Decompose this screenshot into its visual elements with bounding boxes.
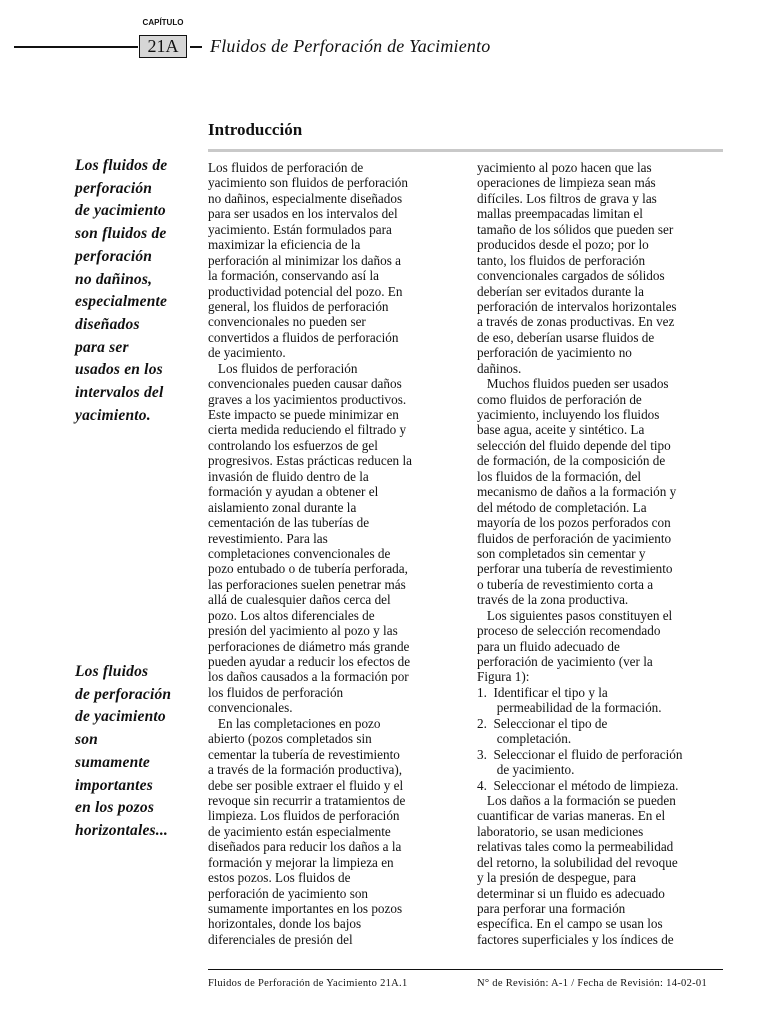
text-line: 4. Seleccionar el método de limpieza. — [477, 777, 679, 793]
text-line: perforación de yacimiento (ver la — [477, 654, 653, 669]
pullquote-line: de yacimiento — [75, 202, 166, 220]
pullquote-line: son — [75, 731, 99, 749]
text-line: Los siguientes pasos constituyen el — [477, 607, 673, 623]
text-line: deberían ser evitados durante la — [477, 283, 644, 299]
pullquote-line: yacimiento. — [75, 406, 151, 424]
text-line: los fluidos de perforación — [208, 684, 344, 700]
page-header-title: Fluidos de Perforación de Yacimiento — [210, 36, 491, 56]
text-line: para perforar una formación — [477, 901, 626, 916]
text-line: En las completaciones en pozo — [208, 715, 381, 731]
text-line: revoque sin recurrir a tratamientos de — [208, 792, 406, 808]
pullquote-1 — [75, 155, 193, 427]
text-line: Los fluidos de perforación de — [208, 160, 364, 175]
text-line: para ser usados en los intervalos del — [208, 206, 398, 222]
header-rule-left — [14, 46, 138, 48]
text-line: de yacimiento están especialmente — [208, 823, 391, 839]
text-line: estos pozos. Los fluidos de — [208, 870, 351, 886]
text-line: pozo. Los altos diferenciales de — [208, 607, 375, 623]
text-line: son completados sin cementar y — [477, 545, 646, 561]
pullquote-line: son fluidos de — [75, 225, 167, 243]
text-line: a través de la formación productiva), — [208, 762, 403, 778]
text-line: tanto, los fluidos de perforación — [477, 252, 646, 268]
text-line: yacimiento al pozo hacen que las — [477, 160, 652, 175]
pullquote-line: de perforación — [75, 685, 172, 703]
text-line: o tubería de revestimiento corta a — [477, 576, 654, 592]
chapter-tab — [139, 18, 187, 58]
text-line: a través de zonas productivas. En vez — [477, 314, 675, 330]
footer-page-info: Fluidos de Perforación de Yacimiento 21A.1 — [208, 978, 408, 989]
text-line: perforación de yacimiento no — [477, 345, 632, 361]
header-dash — [190, 46, 202, 48]
text-line: diseñados para reducir los daños a la — [208, 839, 402, 855]
text-line: graves a los yacimientos productivos. — [208, 391, 407, 407]
text-line: general, los fluidos de perforación — [208, 298, 389, 314]
pullquote-line: horizontales... — [75, 821, 169, 839]
chapter-number: 21A — [139, 35, 187, 58]
text-line: perforación de intervalos horizontales — [477, 298, 677, 314]
footer-revision: N° de Revisión: A-1 / Fecha de Revisión: 14-02-01 — [477, 978, 708, 989]
section-rule — [208, 149, 723, 152]
text-line: determinar si un fluido es adecuado — [477, 885, 665, 901]
text-line: cementar la tubería de revestimiento — [208, 746, 400, 762]
text-line: los fluidos de la formación, del — [477, 468, 642, 484]
text-line: aislamiento zonal durante la — [208, 499, 357, 515]
pullquote-line: para ser — [75, 338, 129, 356]
text-line: Este impacto se puede minimizar en — [208, 407, 399, 422]
text-line: Los fluidos de perforación — [208, 360, 358, 376]
text-line: progresivos. Estas prácticas reducen la — [208, 453, 412, 469]
text-line: del retorno, la solubilidad del revoque — [477, 854, 678, 870]
text-line: de yacimiento. — [208, 345, 286, 361]
text-line: dañinos. — [477, 360, 522, 376]
text-line: yacimiento. Están formulados para — [208, 221, 392, 237]
pullquote-line: Los fluidos — [75, 663, 149, 680]
text-line: y la presión de despegue, para — [477, 870, 636, 886]
text-line: yacimiento, incluyendo los fluidos — [477, 407, 660, 422]
text-line: de yacimiento. — [477, 762, 575, 778]
chapter-label: CAPÍTULO — [142, 18, 184, 27]
text-line: limpieza. Los fluidos de perforación — [208, 808, 400, 824]
text-line: cierta medida reduciendo el filtrado y — [208, 422, 407, 438]
text-line: fluidos de perforación de yacimiento — [477, 530, 672, 546]
text-line: cuantificar de varias maneras. En el — [477, 808, 666, 824]
text-line: través de la zona productiva. — [477, 592, 629, 608]
text-line: operaciones de limpieza sean más — [477, 175, 656, 191]
text-line: difíciles. Los filtros de grava y las — [477, 190, 657, 206]
text-line: producidos desde el pozo; por lo — [477, 237, 649, 253]
body-column-2 — [477, 160, 727, 947]
text-line: los daños causados a la formación por — [208, 669, 409, 685]
text-line: las perforaciones suelen penetrar más — [208, 576, 406, 592]
text-line: completación. — [477, 731, 572, 747]
text-line: convencionales. — [208, 700, 293, 716]
text-line: pueden ayudar a reducir los efectos de — [208, 654, 411, 669]
pullquote-line: importantes — [75, 776, 153, 794]
text-line: del método de completación. La — [477, 499, 647, 515]
pullquote-line: no dañinos, — [75, 270, 153, 288]
text-line: debe ser posible extraer el fluido y el — [208, 777, 404, 793]
text-line: 1. Identificar el tipo y la — [477, 684, 608, 700]
pullquote-line: de yacimiento — [75, 708, 166, 726]
text-line: productividad potencial del pozo. En — [208, 283, 403, 299]
text-line: convencionales no pueden ser — [208, 314, 366, 330]
pullquote-line: en los pozos — [75, 799, 155, 817]
text-line: 3. Seleccionar el fluido de perforación — [477, 746, 683, 762]
text-line: tamaño de los sólidos que pueden ser — [477, 221, 674, 237]
text-line: pozo entubado o de tubería perforada, — [208, 561, 408, 577]
text-line: convencionales pueden causar daños — [208, 376, 402, 392]
text-line: maximizar la eficiencia de la — [208, 237, 361, 253]
text-line: Figura 1): — [477, 669, 530, 685]
text-line: la formación, conservando así la — [208, 268, 380, 284]
text-line: relativas tales como la permeabilidad — [477, 839, 674, 855]
pullquote-line: usados en los — [75, 361, 163, 379]
text-line: formación y mejorar la limpieza en — [208, 854, 394, 870]
text-line: cementación de las tuberías de — [208, 515, 370, 531]
text-line: horizontales, donde los bajos — [208, 916, 362, 932]
text-line: proceso de selección recomendado — [477, 623, 661, 639]
text-line: mecanismo de daños a la formación y — [477, 484, 677, 500]
text-line: selección del fluido depende del tipo — [477, 437, 671, 453]
text-line: no dañinos, especialmente diseñados — [208, 190, 403, 206]
text-line: formación y ayudan a obtener el — [208, 484, 379, 500]
text-line: invasión de fluido dentro de la — [208, 468, 369, 484]
text-line: revestimiento. Para las — [208, 530, 328, 546]
text-line: perforaciones de diámetro más grande — [208, 638, 410, 654]
text-line: factores superficiales y los índices de — [477, 931, 674, 947]
text-line: base agua, aceite y sintético. La — [477, 422, 645, 438]
text-line: mayoría de los pozos perforados con — [477, 515, 671, 531]
text-line: mallas preempacadas limitan el — [477, 206, 643, 222]
text-line: allá de cualesquier daños cerca del — [208, 592, 391, 608]
text-line: Muchos fluidos pueden ser usados — [477, 376, 669, 392]
text-line: abierto (pozos completados sin — [208, 731, 372, 747]
pullquote-line: perforación — [75, 247, 153, 265]
text-line: diferenciales de presión del — [208, 931, 353, 947]
text-line: convertidos a fluidos de perforación — [208, 329, 399, 345]
text-line: específica. En el campo se usan los — [477, 916, 663, 932]
text-line: permeabilidad de la formación. — [477, 700, 662, 716]
text-line: yacimiento son fluidos de perforación — [208, 175, 408, 191]
pullquote-line: Los fluidos de — [75, 157, 168, 174]
pullquote-line: intervalos del — [75, 384, 164, 402]
text-line: laboratorio, se usan mediciones — [477, 823, 644, 839]
section-title: Introducción — [208, 120, 303, 139]
text-line: de eso, deberían usarse fluidos de — [477, 329, 655, 345]
pullquote-line: especialmente — [75, 293, 168, 311]
text-line: perforación al minimizar los daños a — [208, 252, 401, 268]
pullquote-line: sumamente — [75, 753, 151, 771]
text-line: 2. Seleccionar el tipo de — [477, 715, 608, 731]
text-line: presión del yacimiento al pozo y las — [208, 623, 398, 639]
text-line: sumamente importantes en los pozos — [208, 901, 403, 916]
pullquote-2 — [75, 661, 193, 843]
text-line: completaciones convencionales de — [208, 545, 391, 561]
text-line: como fluidos de perforación de — [477, 391, 642, 407]
text-line: para un fluido adecuado de — [477, 638, 620, 654]
text-line: convencionales cargados de sólidos — [477, 268, 665, 284]
text-line: controlando los esfuerzos de gel — [208, 437, 378, 453]
pullquote-line: perforación — [75, 179, 153, 197]
text-line: perforación de yacimiento son — [208, 885, 369, 901]
text-line: de formación, de la composición de — [477, 453, 666, 469]
pullquote-line: diseñados — [75, 315, 140, 333]
body-column-1 — [208, 160, 458, 947]
footer-rule — [208, 969, 723, 970]
text-line: perforar una tubería de revestimiento — [477, 561, 673, 577]
text-line: Los daños a la formación se pueden — [477, 792, 676, 808]
